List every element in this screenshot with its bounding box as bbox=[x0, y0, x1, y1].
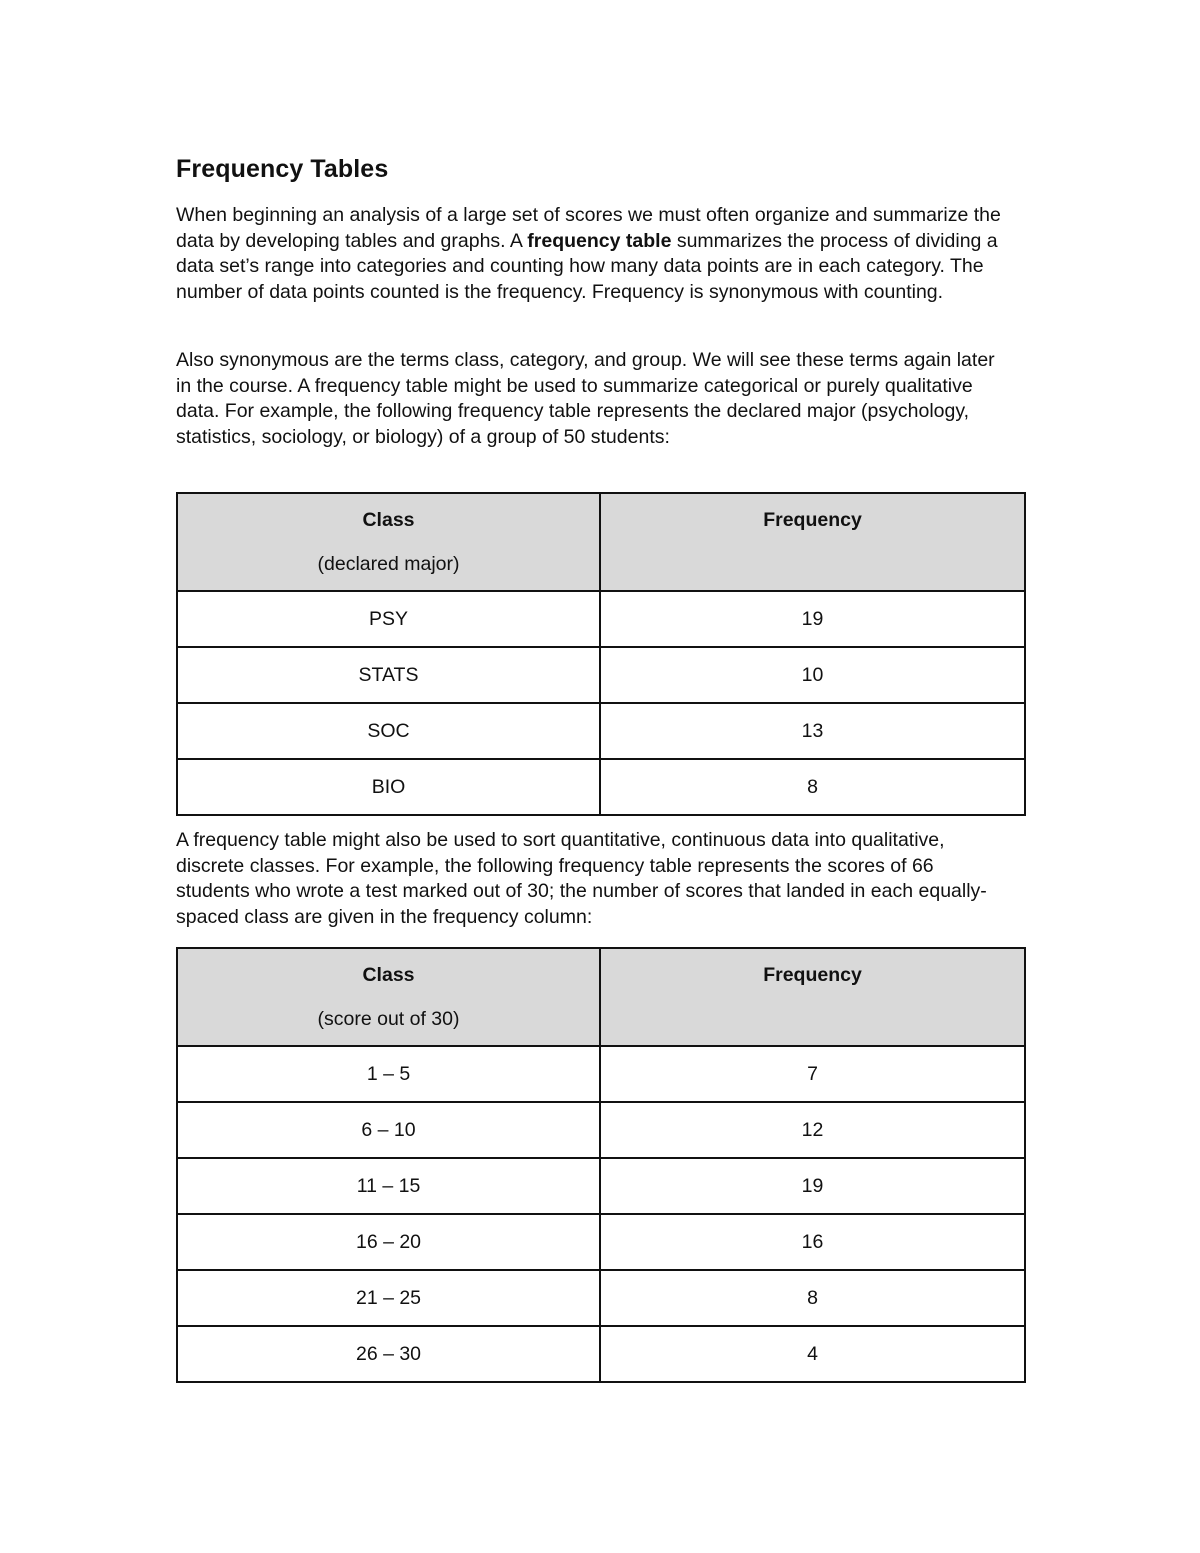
class-cell: 26 – 30 bbox=[177, 1326, 600, 1382]
frequency-cell: 13 bbox=[600, 703, 1025, 759]
frequency-cell: 10 bbox=[600, 647, 1025, 703]
class-header-label: Class bbox=[362, 509, 415, 531]
frequency-cell: 8 bbox=[600, 759, 1025, 815]
table-row bbox=[177, 1046, 1025, 1102]
intro-text-before: When beginning an analysis of a large set of scores we must often organize and summarize the data by developing tables and graphs. A bbox=[176, 204, 1001, 252]
class-cell: 6 – 10 bbox=[177, 1102, 600, 1158]
declared-major-table bbox=[176, 492, 1026, 816]
frequency-header-cell bbox=[600, 948, 1025, 1046]
class-cell: SOC bbox=[177, 703, 600, 759]
intro-text-after: summarizes the process of dividing a data set’s range into categories and counting how many data points are in each category. The number of data points counted is the frequency. Frequency is synonymous with counting. bbox=[176, 229, 998, 303]
categorical-paragraph: Also synonymous are the terms class, category, and group. We will see these terms again later in the course. A frequency table might be used to summarize categorical or purely qualitative data. For example, the following frequency table represents the declared major (psychology, statistics, sociology, or biology) of a group of 50 students: bbox=[176, 349, 995, 448]
table-row bbox=[177, 1102, 1025, 1158]
class-cell: PSY bbox=[177, 591, 600, 647]
table-row bbox=[177, 591, 1025, 647]
frequency-cell: 4 bbox=[600, 1326, 1025, 1382]
table-row bbox=[177, 703, 1025, 759]
table-header-row bbox=[177, 948, 1025, 1046]
frequency-cell: 19 bbox=[600, 1158, 1025, 1214]
table-row bbox=[177, 759, 1025, 815]
table-row bbox=[177, 1326, 1025, 1382]
table-row bbox=[177, 647, 1025, 703]
frequency-header-label: Frequency bbox=[763, 509, 862, 531]
frequency-cell: 12 bbox=[600, 1102, 1025, 1158]
class-header-label: Class bbox=[362, 964, 415, 986]
intro-paragraph bbox=[176, 203, 1006, 305]
frequency-cell: 16 bbox=[600, 1214, 1025, 1270]
frequency-cell: 8 bbox=[600, 1270, 1025, 1326]
score-table bbox=[176, 947, 1026, 1383]
frequency-header-cell bbox=[600, 493, 1025, 591]
class-header-sublabel: (declared major) bbox=[317, 553, 460, 575]
class-cell: 11 – 15 bbox=[177, 1158, 600, 1214]
table-row bbox=[177, 1158, 1025, 1214]
class-header-cell bbox=[177, 948, 600, 1046]
class-header-sublabel: (score out of 30) bbox=[317, 1008, 460, 1030]
class-cell: 16 – 20 bbox=[177, 1214, 600, 1270]
table-row bbox=[177, 1270, 1025, 1326]
class-cell: BIO bbox=[177, 759, 600, 815]
frequency-header-label: Frequency bbox=[763, 964, 862, 986]
table-row bbox=[177, 1214, 1025, 1270]
page-title: Frequency Tables bbox=[176, 155, 389, 183]
frequency-cell: 7 bbox=[600, 1046, 1025, 1102]
class-cell: 1 – 5 bbox=[177, 1046, 600, 1102]
quantitative-paragraph: A frequency table might also be used to sort quantitative, continuous data into qualitative, discrete classes. For example, the following frequency table represents the scores of 66 students who wrote a test marked out of 30; the number of scores that landed in each equally-spaced class are given in the frequency column: bbox=[176, 829, 987, 928]
frequency-cell: 19 bbox=[600, 591, 1025, 647]
class-header-cell bbox=[177, 493, 600, 591]
table-header-row bbox=[177, 493, 1025, 591]
intro-bold-term: frequency table bbox=[527, 229, 672, 252]
class-cell: STATS bbox=[177, 647, 600, 703]
class-cell: 21 – 25 bbox=[177, 1270, 600, 1326]
